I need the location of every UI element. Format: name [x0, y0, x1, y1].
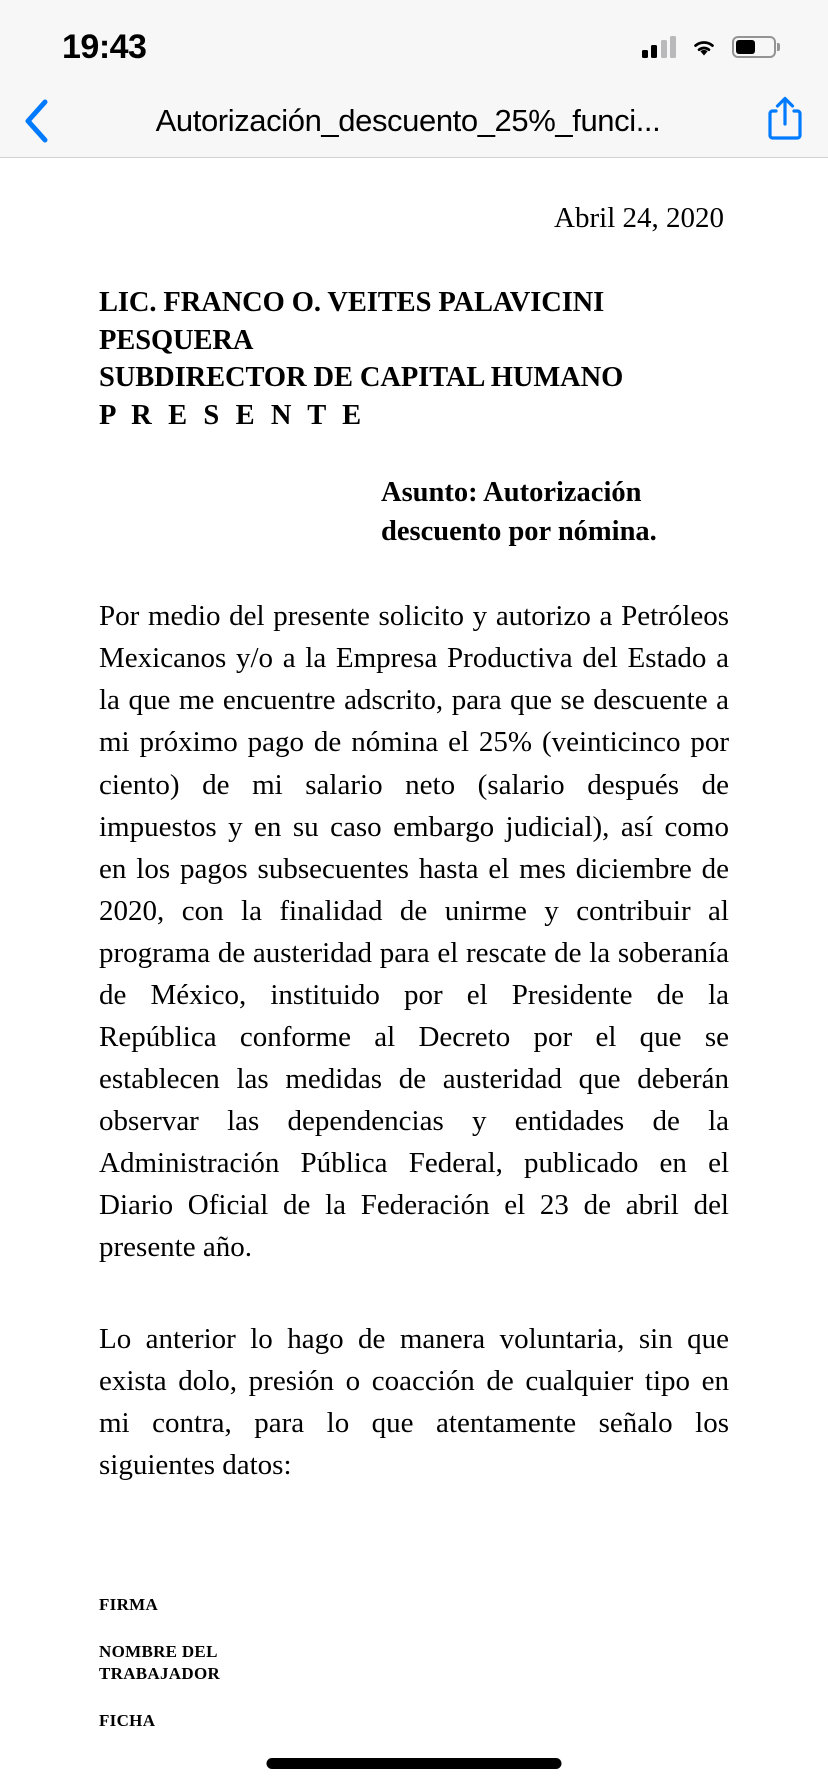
navigation-bar — [0, 84, 828, 158]
share-button[interactable] — [742, 84, 828, 158]
document-page[interactable] — [0, 200, 828, 1792]
signature-field-nombre-line2: TRABAJADOR — [99, 1663, 221, 1683]
page-title: Autorización_descuento_25%_funci... — [155, 102, 661, 138]
status-time: 19:43 — [62, 27, 147, 66]
home-indicator[interactable] — [267, 1758, 562, 1769]
signature-field-nombre-line1: NOMBRE DEL — [99, 1642, 218, 1662]
signature-block — [99, 1594, 729, 1731]
chevron-left-icon — [24, 99, 50, 143]
share-icon — [766, 94, 804, 147]
recipient-name: LIC. FRANCO O. VEITES PALAVICINI — [99, 287, 605, 319]
document-date: Abril 24, 2020 — [554, 202, 724, 234]
wifi-icon — [689, 36, 719, 58]
recipient-title: SUBDIRECTOR DE CAPITAL HUMANO — [99, 362, 624, 394]
back-button[interactable] — [0, 84, 74, 158]
subject-line: Asunto: Autorización descuento por nómina. — [381, 476, 657, 548]
cellular-bars-icon — [642, 36, 677, 58]
status-indicators — [642, 36, 777, 58]
battery-icon — [732, 36, 776, 58]
status-bar — [0, 0, 828, 84]
recipient-presente: P R E S E N T E — [99, 400, 366, 432]
body-paragraph-1: Por medio del presente solicito y autorizo a Petróleos Mexicanos y/o a la Empresa Productiva del Estado a la que me encuentre adscrito, para que se descuente a mi próximo pago de nómina el 25% (veinticinco por ciento) de mi salario neto (salario después de impuestos y en su caso embargo judicial), así como en los pagos subsecuentes hasta el mes diciembre de 2020, con la finalidad de unirme y contribuir al programa de austeridad para el rescate de la soberanía de México, instituido por el Presidente de la República conforme al Decreto por el que se establecen las medidas de austeridad que deberán observar las dependencias y entidades de la Administración Pública Federal, publicado en el Diario Oficial de la Federación el 23 de abril del presente año. — [99, 600, 729, 1264]
body-paragraph-2: Lo anterior lo hago de manera voluntaria, sin que exista dolo, presión o coacción de cualquier tipo en mi contra, para lo que atentamente señalo los siguientes datos: — [99, 1323, 729, 1482]
recipient-surname: PESQUERA — [99, 324, 254, 356]
signature-field-ficha: FICHA — [99, 1710, 156, 1730]
signature-field-firma: FIRMA — [99, 1595, 159, 1615]
recipient-block — [99, 284, 729, 434]
signature-field-nombre — [99, 1641, 729, 1685]
